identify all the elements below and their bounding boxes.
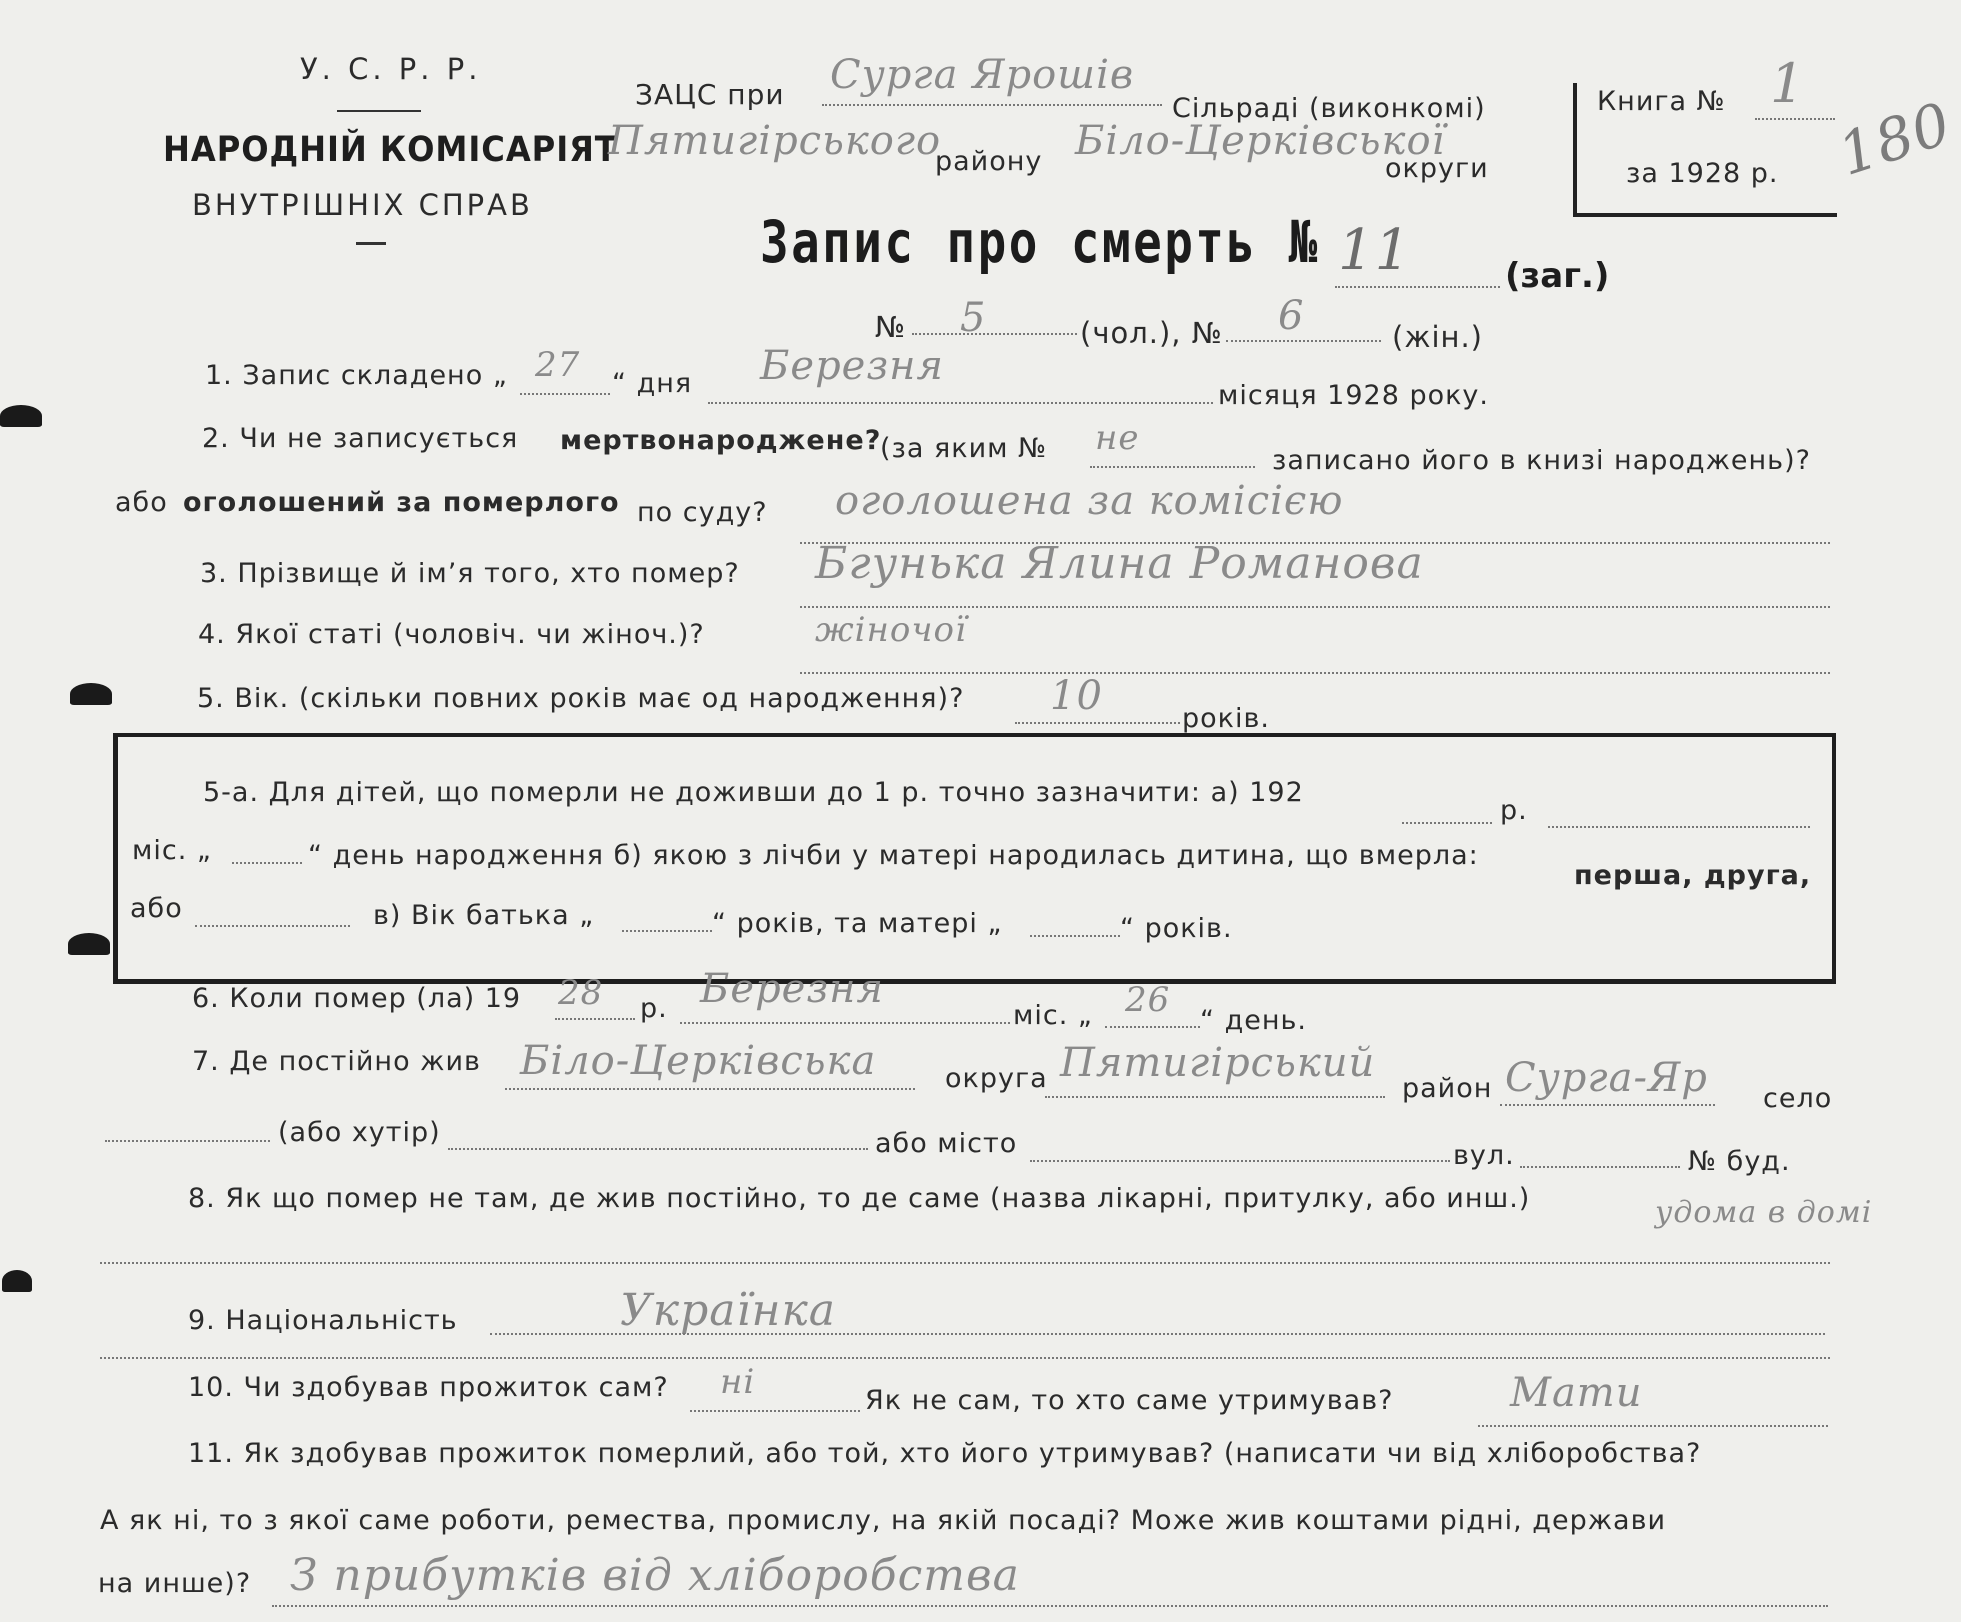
q6-mis: міс. „ [1013,1000,1093,1031]
q7-vul-label: вул. [1453,1140,1515,1171]
q9-label: 9. Національність [188,1305,458,1336]
q10-value-a: ні [720,1362,756,1402]
q5a-line3-d: “ років. [1120,913,1233,944]
male-number-line [912,333,1077,335]
q7-bud-label: № буд. [1688,1146,1791,1177]
q8-label: 8. Як що помер не там, де жив постійно, то де саме (назва лікарні, притулку, або инш.) [188,1183,1531,1214]
q7-khutir-prefix-line [105,1140,270,1142]
q1-year-suffix: місяця 1928 року. [1218,380,1489,411]
q10-line-b [1478,1425,1828,1427]
q8-value: удома в домі [1655,1195,1873,1230]
header-dash [356,242,386,245]
q10-value-b: Мати [1510,1370,1643,1416]
q2-label-e: по суду? [637,497,768,528]
q7-rayon-label: район [1402,1073,1493,1104]
q7-vul-line [1520,1166,1680,1168]
q2-label-b: (за яким № [880,433,1048,464]
q7-rayon-value: Пятигірський [1060,1040,1376,1086]
header-commissariat: НАРОДНІЙ КОМІСАРІЯТ [163,130,618,170]
q2-declared-dead: оголошений за померлого [183,487,620,518]
q6-month: Березня [700,966,884,1012]
q7-misto-label: або місто [875,1128,1018,1159]
q7-okruha-line [505,1088,915,1090]
q9-second-line [100,1357,1830,1359]
book-label: Книга № [1597,86,1726,117]
q11-value: З прибутків від хліборобства [290,1550,1020,1601]
q6-day: 26 [1125,980,1171,1020]
q10-label-b: Як не сам, то хто саме утримував? [865,1385,1394,1416]
q7-khutir-line [448,1148,868,1150]
q3-label: 3. Прізвище й ім’я того, хто помер? [200,558,740,589]
q5-suffix: років. [1182,703,1270,734]
record-suffix: (заг.) [1505,256,1610,296]
punch-hole-mark [70,683,112,705]
q5a-line2-a: міс. „ [132,835,212,866]
record-number-line [1335,286,1500,288]
q6-day-line [1105,1026,1200,1028]
q6-year: 28 [558,973,604,1013]
registry-prefix: ЗАЦС при [635,78,785,111]
book-year: за 1928 р. [1626,158,1779,189]
registry-district-label: району [935,146,1043,177]
q3-name: Бгунька Ялина Романова [815,538,1424,589]
q2-label-d: або [115,487,168,518]
q11-line2: А як ні, то з якої саме роботи, ремества, промислу, на якій посаді? Може жив коштами рідні, держави [100,1505,1667,1536]
q5a-month-line [1548,826,1810,828]
male-number-label: № [875,310,907,344]
q7-okruha-label: округа [945,1063,1048,1094]
female-number-suffix: (жін.) [1392,320,1483,354]
q2-no-line [1090,466,1255,468]
registry-district-value: Пятигірського [608,118,942,164]
male-number-suffix: (чол.), № [1080,316,1223,350]
header-divider [337,110,421,112]
q2-declared-value: оголошена за комісією [835,478,1344,524]
punch-hole-mark [0,405,42,427]
q11-line1: 11. Як здобував прожиток померлий, або той, хто його утримував? (написати чи від хліборобства? [188,1438,1702,1469]
q11-line [272,1605,1828,1607]
q3-line [800,606,1830,608]
record-title: Запис про смерть № [760,208,1320,276]
registry-okruha-label: округи [1385,153,1489,184]
punch-hole-mark [68,933,110,955]
q6-r: р. [640,993,668,1024]
q2-label-c: записано його в книзі народжень)? [1272,445,1811,476]
q10-line-a [690,1410,860,1412]
q7-selo-label: село [1763,1083,1833,1114]
q5a-line3-a: або [130,893,183,924]
female-number-line [1226,340,1381,342]
q5a-mother-line [1030,935,1120,937]
q9-value: Українка [620,1285,837,1336]
q1-day: 27 [535,345,581,385]
q5a-order-line [195,925,350,927]
q5a-father-line [622,930,712,932]
q6-year-line [555,1018,635,1020]
record-number: 11 [1338,218,1412,283]
q6-day-suffix: “ день. [1200,1005,1307,1036]
q2-label-a: 2. Чи не записується [202,423,519,454]
book-number: 1 [1770,52,1806,115]
registry-council-line [822,104,1162,106]
q7-rayon-line [1045,1096,1385,1098]
q1-month-line [708,402,1213,404]
q7-khutir-label: (або хутір) [278,1117,441,1148]
book-number-line [1755,118,1835,120]
q6-month-line [680,1022,1010,1024]
header-republic: У. С. Р. Р. [300,52,482,86]
q1-month: Березня [760,343,944,389]
registry-council-label: Сільраді (виконкомі) [1172,93,1486,124]
registry-okruha-value: Біло-Церківської [1075,118,1446,164]
q5a-line2-bold: перша, друга, [1574,860,1812,891]
q9-line [490,1333,1825,1335]
q5a-line3-b: в) Вік батька „ [373,900,595,931]
q2-stillborn: мертвонароджене? [560,425,882,456]
q5a-line1-end: р. [1500,795,1528,826]
margin-note: 180 [1830,89,1960,189]
q1-label: 1. Запис складено „ [205,360,508,391]
q7-selo-value: Сурга-Яр [1505,1055,1708,1101]
q7-selo-line [1500,1104,1715,1106]
q4-sex: жіночої [815,610,967,650]
header-department: ВНУТРІШНІХ СПРАВ [192,188,533,222]
q11-line3: на инше)? [98,1568,252,1599]
q2-value-no: не [1095,418,1140,458]
q8-line [100,1262,1830,1264]
q4-line [800,672,1830,674]
male-number: 5 [960,295,987,341]
q5a-line3-c: “ років, та матері „ [712,908,1003,939]
q5a-line1: 5-а. Для дітей, що померли не доживши до 1 р. точно зазначити: а) 192 [203,777,1304,808]
q5a-birthday-line [232,862,302,864]
q10-label-a: 10. Чи здобував прожиток сам? [188,1372,669,1403]
q4-label: 4. Якої статі (чоловіч. чи жіноч.)? [198,619,705,650]
q7-okruha-value: Біло-Церківська [520,1038,877,1084]
q1-day-line [520,393,610,395]
q1-day-suffix: “ дня [612,368,693,399]
q5-line [1015,722,1180,724]
punch-hole-mark [2,1270,32,1292]
female-number: 6 [1278,293,1305,339]
q5-label: 5. Вік. (скільки повних років має од народження)? [197,683,965,714]
q5a-year-line [1402,822,1492,824]
q5a-line2-b: “ день народження б) якою з лічби у матері народилась дитина, що вмерла: [308,840,1479,871]
q6-label: 6. Коли помер (ла) 19 [192,983,522,1014]
q5-age: 10 [1050,673,1103,719]
q7-label: 7. Де постійно жив [192,1046,481,1077]
registry-council-value: Сурга Ярошів [830,52,1135,98]
q7-misto-line [1030,1160,1450,1162]
